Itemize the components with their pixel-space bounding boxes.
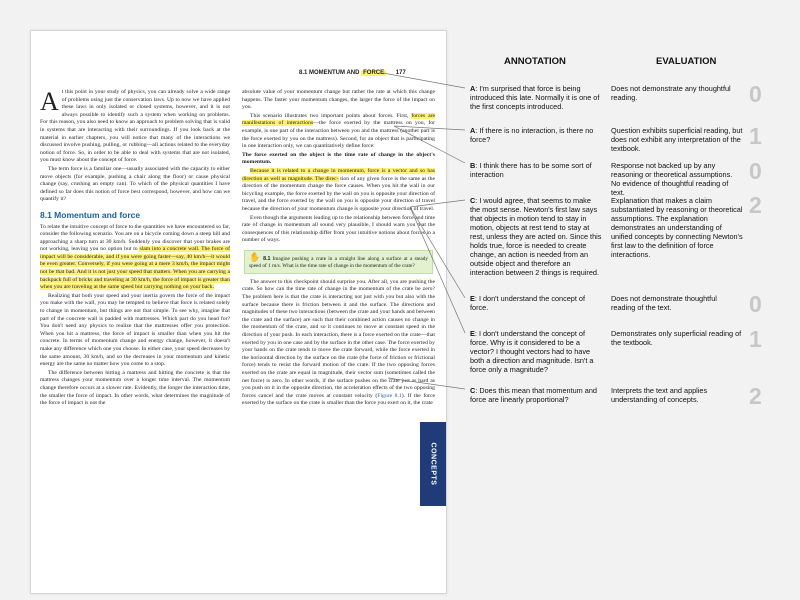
drop-cap: A [40,87,59,116]
section-heading: 8.1 Momentum and force [40,209,141,220]
concepts-tab-label: CONCEPTS [429,442,437,486]
annotation-row: E: I don't understand the concept of force. Why is it considered to be a vector? I thought vectors had to have both a direction and magnitude. Isn't a force only a magnitude? [470,329,594,374]
annotation-letter: B [470,161,476,170]
score-value: 1 [749,123,762,149]
evaluation-text: Does not demonstrate thoughtful reading of the text. [611,294,717,312]
score-value: 0 [749,158,762,184]
annotation-text: I'm surprised that force is being introduced this late. Normally it is one of the first concepts introduced. [470,84,600,111]
body-paragraph: The difference between hitting a mattress and hitting the concrete is that the mattress changes your momentum over a longer time interval. The momentum change therefore occurs at a slower rate. Evidently, the longer the interaction time, the smaller the force of impact. In other words, what determines the magnitude of the force of impact is not the [40,369,230,407]
intro-paragraph [40,89,230,165]
score-value: 0 [749,81,762,107]
running-head-highlight: FORCE [363,70,385,76]
paragraph-text: This scenario illustrates two important points about forces. First, [250,112,409,119]
vector-paragraph [242,168,435,214]
concepts-side-tab [420,422,446,506]
evaluation-text: Does not demonstrate any thoughtful reading. [611,84,731,102]
annotation-text: I think there has to be some sort of interaction [470,161,592,179]
annotation-letter: C [470,386,476,395]
checkpoint-text: Imagine pushing a crate in a straight line along a surface at a steady speed of 1 m/s. What is the time rate of change in the momentum of the crate? [249,255,428,269]
annotation-row: C: I would agree, that seems to make the most sense. Newton's first law says that objects in motion tend to stay in motion, objects at rest tend to stay at rest, unless they are acted on. Since this holds true, force is needed to create change, an action is needed from an outside object and therefore an interaction between 2 things is required. [470,196,602,277]
annotation-row: B: I think there has to be some sort of interaction [470,161,592,179]
interaction-paragraph [242,113,435,151]
running-head [299,70,406,76]
annotation-text: I would agree, that seems to make the most sense. Newton's first law says that objects in motion tend to stay in motion, objects at rest tend to stay at rest, unless they are acted on. Since this holds true, force is needed to create change, an action is needed from an outside object and therefore an interaction between 2 things is required. [470,196,602,277]
figure-reference-link[interactable]: Figure 8.1 [377,392,402,399]
evaluation-text: Response not backed up by any reasoning or theoretical assumptions. No evidence of thoughtful reading of text. [611,161,733,197]
text-column-right [242,89,435,409]
crate-paragraph [242,279,435,408]
highlight-passage: forces are manifestations of interactions [242,112,436,127]
checkpoint-box [244,250,433,274]
annotation-letter: E [470,329,475,338]
force-definition: The force exerted on the object is the time rate of change in the object's momentum. [242,151,435,166]
annotation-column-header: ANNOTATION [504,56,566,67]
annotation-text: Does this mean that momentum and force are linearly proportional? [470,386,597,404]
textbook-page [30,30,447,594]
annotation-letter: A [470,84,476,93]
hand-icon: ✋ [249,251,262,262]
evaluation-text: Demonstrates only superficial reading of the textbook. [611,329,742,347]
checkpoint-number: 8.1 [263,255,271,262]
annotation-letter: E [470,294,475,303]
score-value: 2 [749,383,762,409]
intro-text: t this point in your study of physics, you can already solve a wide range of problems using just the conservation laws. Up to now we have applied these laws in only isolated or closed systems, however, and it is not always possible to identify such a system when working on problems. For this reason, you also need to know an approach to problem solving that is valid in systems that are interacting with their surroundings. If you look back at the material in earlier chapters, you will notice that many of the interactions we discussed involve pushing, pulling, or rubbing—all actions related to the everyday notion of force. So, in order to be able to deal with systems that are not isolated, you must know about the concept of force. [40,89,230,164]
scenario-text: To relate the intuitive concept of force to the quantities we have encountered so far, consider the following scenario. You are on a bicycle coming down a steep hill and approaching a sharp turn at 30 km/h. Suddenly you discover that your brakes are not working, leaving you no option but to [40,223,230,253]
score-value: 2 [749,192,762,218]
annotation-text: I don't understand the concept of force. [470,294,585,312]
body-paragraph: Even though the arguments leading up to the relationship between force and time rate of change in momentum all sound very plausible, I should warn you that the consequences of this relationship differ from your intuitive notions about forces in a number of ways. [242,214,435,244]
annotation-letter: C [470,196,476,205]
body-paragraph: The term force is a familiar one—usually associated with the capacity to either move objects (for example, pushing a chair along the floor) or cause physical change (say, crushing an empty can). To which of the physical quantities I have defined so far does this notion of force best correspond, however, and how can we quantify it? [40,165,230,203]
paragraph-text: —the force exerted by the mattress on you, for example, is one part of the interaction between you and the mattress (another part is the force exerted by you on the mattress). Second, for an object that is participating in one interaction only, we can quantitatively define force: [242,120,435,150]
annotation-row: C: Does this mean that momentum and force are linearly proportional? [470,386,597,404]
text-column-left [40,89,230,409]
paragraph-text: The answer to this checkpoint should surprise you. After all, you are pushing the crate. So how can the time rate of change in the momentum of the crate be zero? The problem here is that the crate is interacting not just with you but also with the surface because there is friction between it and the surface. The directions and magnitudes of these two interactions (between the crate and your hands and between the crate and the surface) are such that their combined action causes no change in the momentum of the crate, and so it continues to move at constant speed in the direction of your push. In each interaction, there is a force exerted on the crate—that exerted by you in one case and by the surface in the other case. The force exerted by your hands on the crate tends to move the crate forward, while the force exerted in the horizontal direction by the surface on the crate (the force of friction or frictional force) tends to resist the forward motion of the crate. If the two opposing forces exerted on the crate are equal in magnitude, their vector sum (sometimes called the net force) is zero. In other words, if the surface pushes on the crate just as hard as you push on it in the opposite direction, the acceleration effects of the two opposing forces cancel and the crate moves at constant velocity ( [242,278,435,399]
page-number: 177 [395,70,406,76]
evaluation-text: Question exhibits superficial reading, but does not exhibit any interpretation of the textbook. [611,126,743,153]
highlight-passage: slam into a concrete wall. The force of impact will be considerable, and if you were going faster—say, 40 km/h—it would be even greater. Conversely, if you were going at a mere 3 km/h, the impact might not be that bad. And it is not just your speed that matters. When you are carrying a backpack full of bricks and traveling at 30 km/h, the force of impact is greater than when you are traveling at the same speed but carrying nothing on your back. [40,246,230,291]
annotation-letter: A [470,126,476,135]
evaluation-column-header: EVALUATION [656,56,717,67]
running-head-section: 8.1 MOMENTUM AND [299,70,360,76]
evaluation-text: Interprets the text and applies understanding of concepts. [611,386,708,404]
annotation-row: E: I don't understand the concept of force. [470,294,585,312]
body-paragraph: Realizing that both your speed and your inertia govern the force of the impact you make with the wall, you may be tempted to believe that force is related solely to change in momentum, but things are not that simple. To see why, imagine that part of the concrete wall is padded with mattresses. Which part do you head for? You don't need any physics to realize that the mattresses offer you protection. When you hit a mattress, the force of impact is smaller than when you hit the concrete. In terms of momentum change and energy change, however, it doesn't make any difference which one you choose. In either case, your speed decreases by the same amount, 30 km/h, and so the decreases in your momentum and kinetic energy are the same no matter how you come to a stop. [40,292,230,368]
body-paragraph: absolute value of your momentum change but rather the rate at which this change happens. The faster your momentum changes, the larger the force of the impact on you. [242,89,435,111]
annotation-row: A: I'm surprised that force is being introduced this late. Normally it is one of the first concepts introduced. [470,84,600,111]
paragraph-text: tion of any given force is the same as the direction of the momentum change the force causes. When you hit the wall in our bicycling example, the force exerted by the wall on you is opposite your direction of travel, and the force exerted by the wall on you is opposite your direction of travel because the direction of your momentum change is opposite your direction of travel. [242,175,435,212]
score-value: 1 [749,326,762,352]
annotation-text: I don't understand the concept of force. Why is it considered to be a vector? I thought vectors had to have both a direction and magnitude. Isn't a force only a magnitude? [470,329,594,374]
paragraph-text: ). If the force exerted by the surface on the crate is smaller than the force you exert on it, the crate [242,392,435,407]
scenario-paragraph [40,224,230,292]
annotation-row: A: If there is no interaction, is there no force? [470,126,594,144]
score-value: 0 [749,291,762,317]
evaluation-text: Explanation that makes a claim substantiated by reasoning or theoretical assumptions. The explanation demonstrates an understanding of unified concepts by connecting Newton's first law to the definition of force interactions. [611,196,743,259]
annotation-text: If there is no interaction, is there no force? [470,126,594,144]
highlight-passage: Because it is related to a change in momentum, force is a vector and so has direction as well as magnitude. The direc- [242,167,435,182]
